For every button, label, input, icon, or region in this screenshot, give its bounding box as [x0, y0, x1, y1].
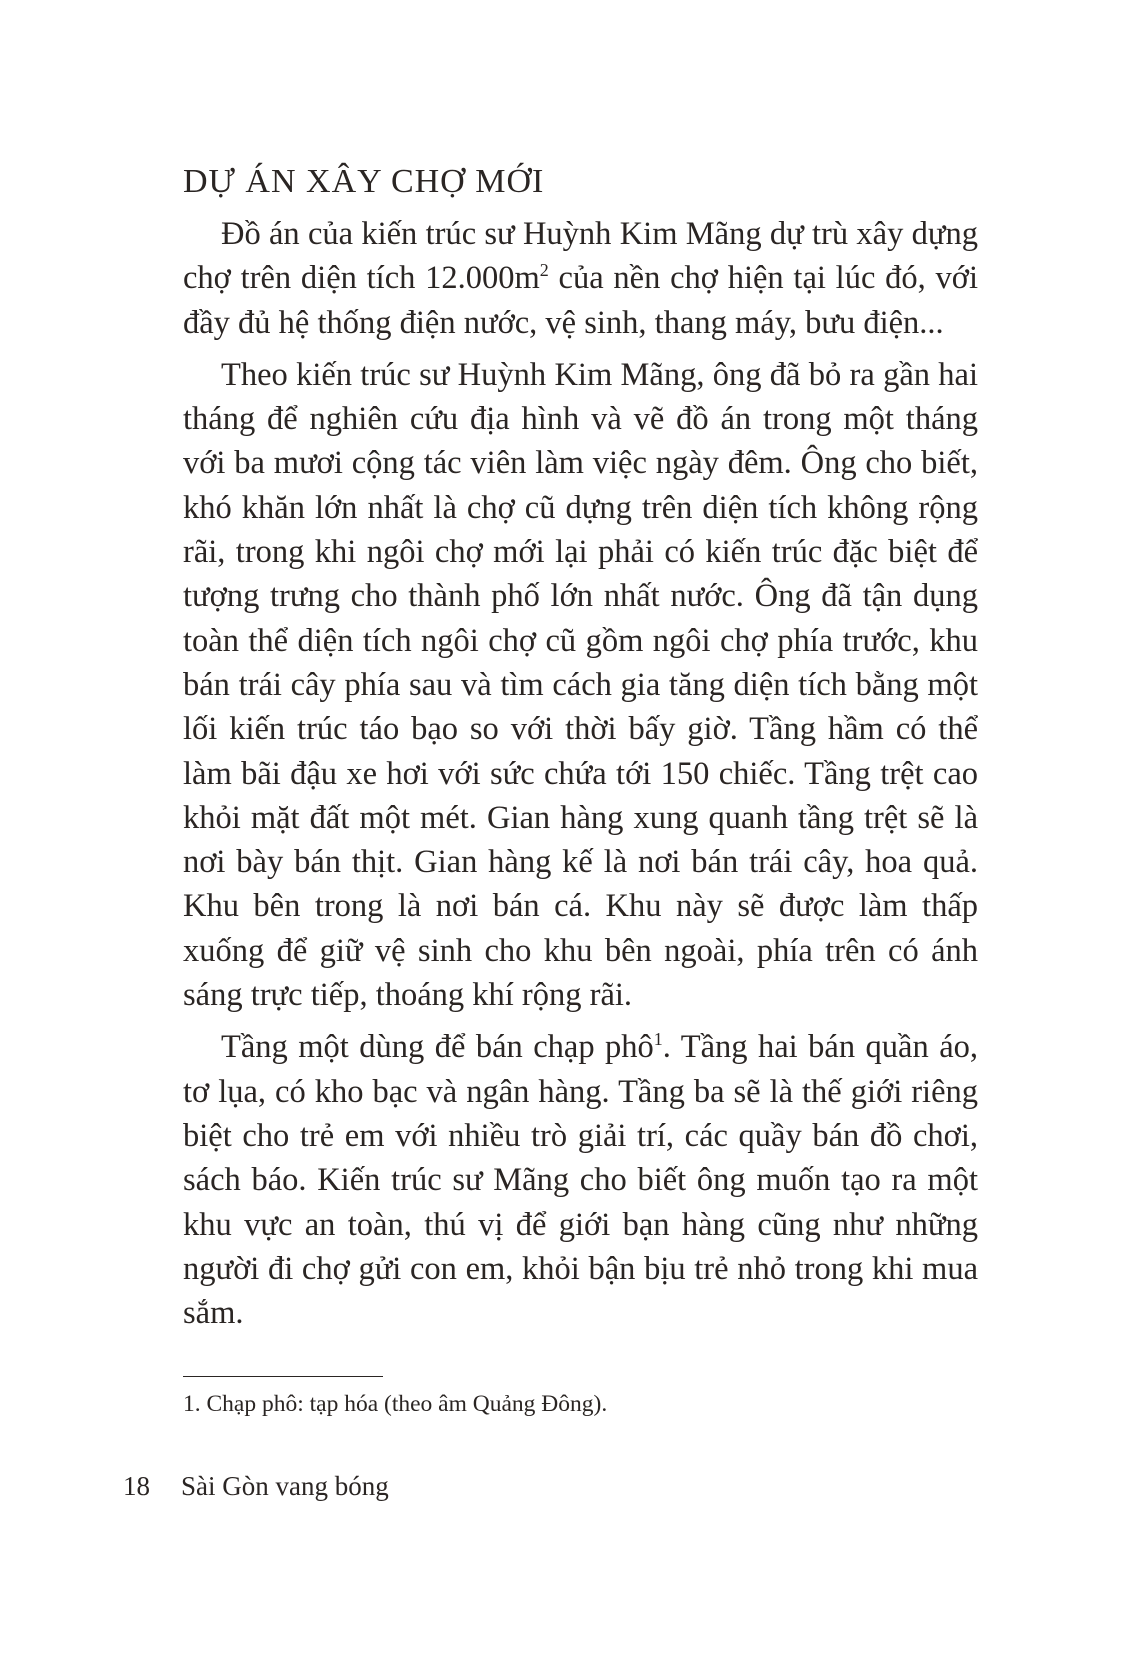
page-footer [123, 1468, 389, 1504]
paragraph-3 [183, 1025, 978, 1335]
paragraph-1-text-a: Đồ án của kiến trúc sư Huỳnh Kim Mãng dự trù xây dựng chợ trên diện tích 12.000m [183, 216, 978, 297]
footnote: 1. Chạp phô: tạp hóa (theo âm Quảng Đông). [183, 1391, 608, 1417]
paragraph-1 [183, 212, 978, 345]
superscript-squared: 2 [539, 260, 549, 281]
footnote-divider [183, 1376, 383, 1377]
paragraph-2: Theo kiến trúc sư Huỳnh Kim Mãng, ông đã bỏ ra gần hai tháng để nghiên cứu địa hình và vẽ đồ án trong một tháng với ba mươi cộng tác viên làm việc ngày đêm. Ông cho biết, khó khăn lớn nhất là chợ cũ dựng trên diện tích không rộng rãi, trong khi ngôi chợ mới lại phải có kiến trúc đặc biệt để tượng trưng cho thành phố lớn nhất nước. Ông đã tận dụng toàn thể diện tích ngôi chợ cũ gồm ngôi chợ phía trước, khu bán trái cây phía sau và tìm cách gia tăng diện tích bằng một lối kiến trúc táo bạo so với thời bấy giờ. Tầng hầm có thể làm bãi đậu xe hơi với sức chứa tới 150 chiếc. Tầng trệt cao khỏi mặt đất một mét. Gian hàng xung quanh tầng trệt sẽ là nơi bày bán thịt. Gian hàng kế là nơi bán trái cây, hoa quả. Khu bên trong là nơi bán cá. Khu này sẽ được làm thấp xuống để giữ vệ sinh cho khu bên ngoài, phía trên có ánh sáng trực tiếp, thoáng khí rộng rãi. [183, 356, 978, 1014]
paragraph-3-text-a: Tầng một dùng để bán chạp phô [221, 1029, 654, 1066]
paragraph-1-text-b: của nền chợ hiện tại lúc đó, với đầy đủ hệ thống điện nước, vệ sinh, thang máy, bưu điện... [183, 260, 978, 341]
body-text [183, 212, 978, 1343]
section-heading: DỰ ÁN XÂY CHỢ MỚI [183, 163, 545, 200]
paragraph-3-text-b: . Tầng hai bán quần áo, tơ lụa, có kho bạc và ngân hàng. Tầng ba sẽ là thế giới riêng biệt cho trẻ em với nhiều trò giải trí, các quầy bán đồ chơi, sách báo. Kiến trúc sư Mãng cho biết ông muốn tạo ra một khu vực an toàn, thú vị để giới bạn hàng cũng như những người đi chợ gửi con em, khỏi bận bịu trẻ nhỏ trong khi mua sắm. [183, 1029, 978, 1332]
footnote-marker: 1 [653, 1029, 663, 1050]
book-title: Sài Gòn vang bóng [181, 1471, 389, 1501]
page-number: 18 [123, 1471, 150, 1501]
